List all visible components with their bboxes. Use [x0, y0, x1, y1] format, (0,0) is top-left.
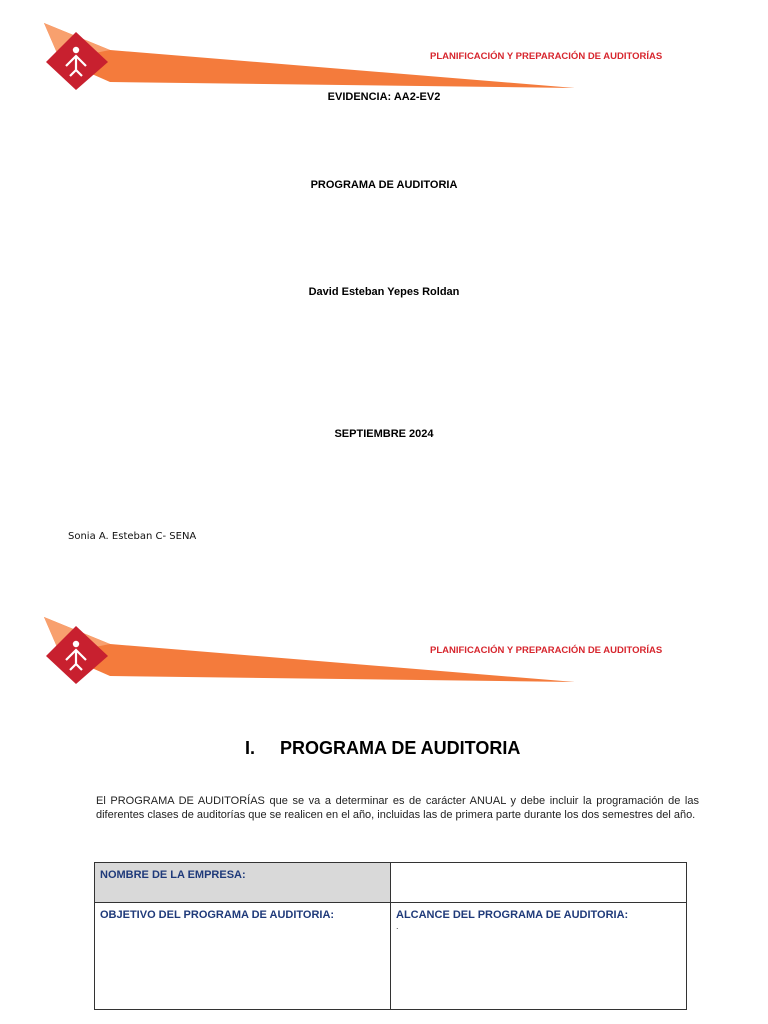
company-name-field[interactable] [391, 863, 687, 903]
cover-program-title: PROGRAMA DE AUDITORIA [310, 179, 458, 191]
evidence-code: EVIDENCIA: AA2-EV2 [327, 91, 441, 103]
section-number: I. [245, 738, 256, 758]
header-banner-page2 [0, 614, 768, 684]
section-heading [245, 738, 520, 759]
company-name-label: NOMBRE DE LA EMPRESA: [95, 863, 391, 903]
objective-cell[interactable] [95, 903, 391, 1010]
header-title: PLANIFICACIÓN Y PREPARACIÓN DE AUDITORÍAS [430, 51, 663, 62]
header-title: PLANIFICACIÓN Y PREPARACIÓN DE AUDITORÍAS [430, 645, 663, 656]
objective-label: OBJETIVO DEL PROGRAMA DE AUDITORIA: [100, 909, 335, 921]
footer-credit: Sonia A. Esteban C- SENA [68, 531, 197, 542]
cover-date: SEPTIEMBRE 2024 [334, 428, 434, 440]
table-row [95, 863, 687, 903]
audit-program-table [94, 862, 687, 1010]
section-title: PROGRAMA DE AUDITORIA [280, 738, 521, 758]
header-banner [0, 20, 768, 90]
author-name: David Esteban Yepes Roldan [308, 286, 460, 298]
intro-paragraph: El PROGRAMA DE AUDITORÍAS que se va a determinar es de carácter ANUAL y debe incluir la programación de las diferentes clases de auditorías que se realicen en el año, incluidas las de primera parte durante los dos semestres del año. [96, 795, 699, 821]
scope-value: . [396, 921, 399, 931]
scope-cell[interactable] [391, 903, 687, 1010]
scope-label: ALCANCE DEL PROGRAMA DE AUDITORIA: [396, 909, 629, 921]
table-row [95, 903, 687, 1010]
